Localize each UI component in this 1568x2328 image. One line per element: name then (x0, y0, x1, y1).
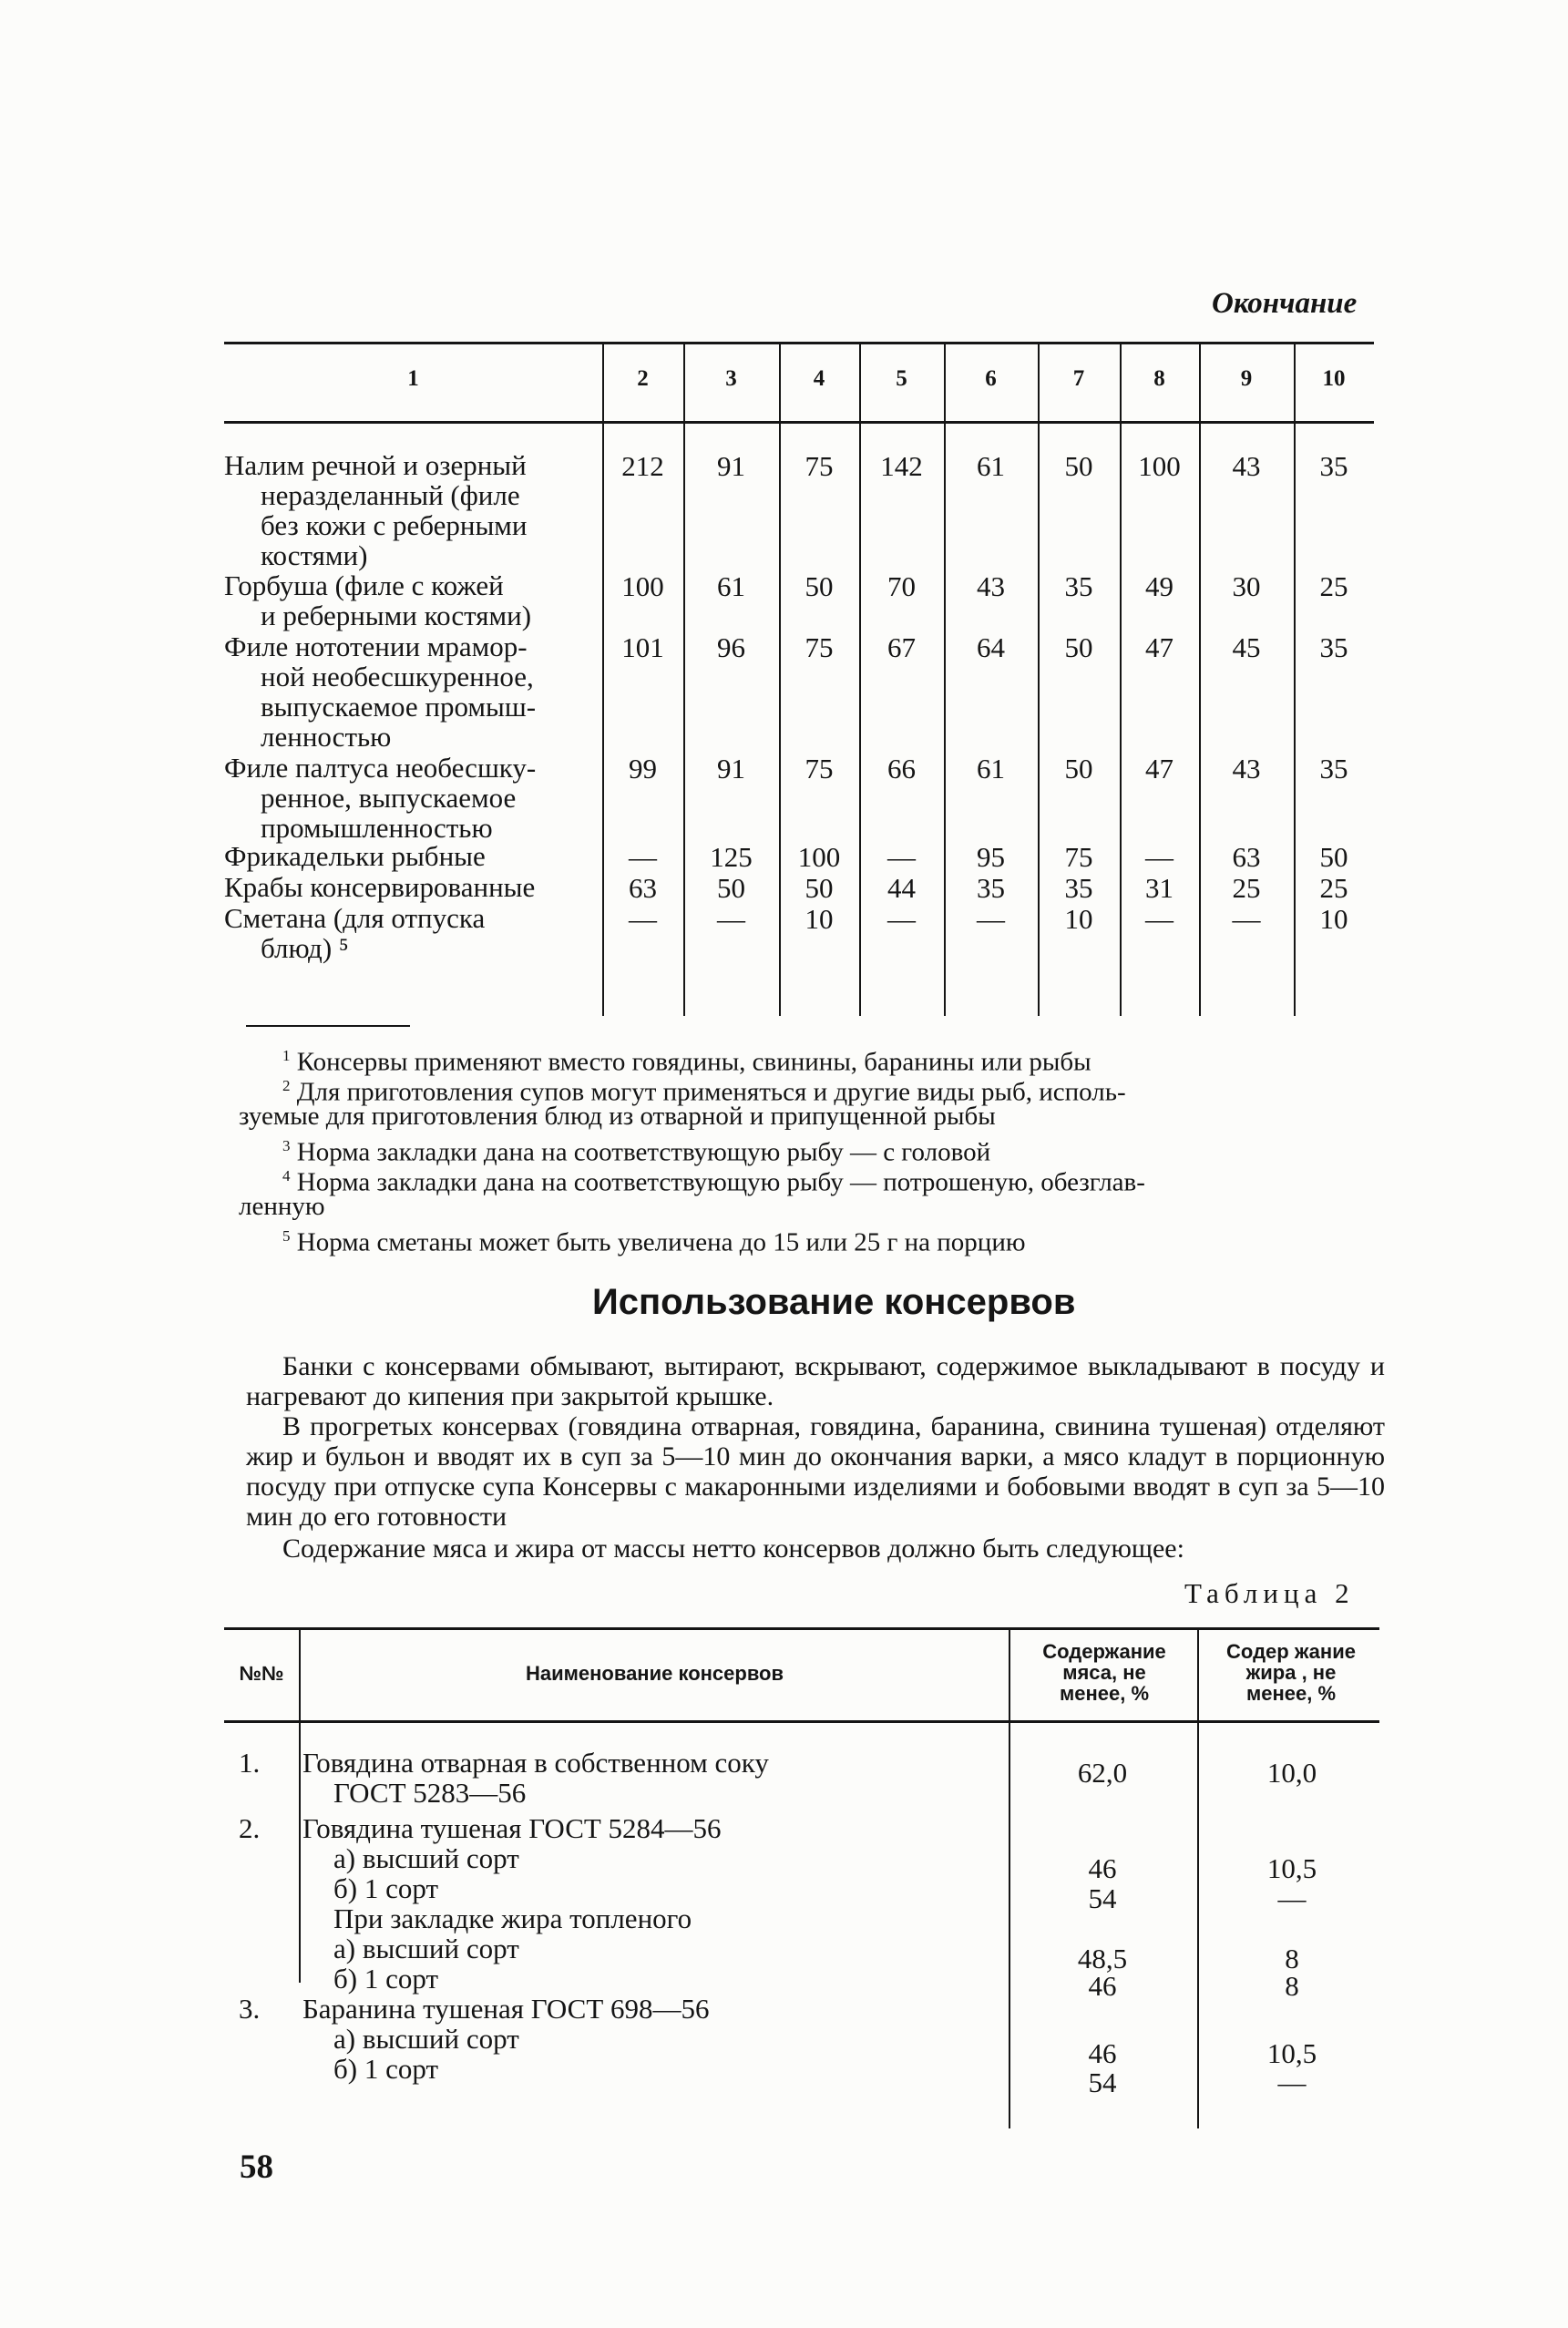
table1-cell: 61 (977, 753, 1005, 785)
table2-fat-value: 10,0 (1266, 1757, 1317, 1789)
footnote-continuation: ленную (239, 1192, 325, 1221)
table2-meat-value: 46 (1088, 1852, 1117, 1884)
table2-meat-value: 46 (1088, 1970, 1117, 2002)
table2-meat-value: 48,5 (1077, 1943, 1128, 1974)
table1-row-name-line: Горбуша (филе с кожей (224, 569, 504, 601)
table1-row-name-line: промышленностью (261, 812, 493, 844)
table2-meat-value: 62,0 (1077, 1757, 1128, 1789)
table1-cell: 35 (977, 872, 1005, 904)
table1-row-name-line: без кожи с реберными (261, 509, 528, 541)
table1-header-cell: 5 (896, 366, 907, 391)
footnote-text: Для приготовления супов могут применяться и другие виды рыб, исполь- (296, 1077, 1126, 1107)
table1-cell: 47 (1145, 631, 1173, 663)
table1-cell: 49 (1145, 570, 1173, 602)
table2-header-fat (1200, 1641, 1382, 1704)
footnote-text: Норма сметаны может быть увеличена до 15 или 25 г на порцию (296, 1227, 1026, 1257)
table2-row-text: б) 1 сорт (333, 2053, 438, 2085)
table1-cell: 50 (1319, 841, 1348, 873)
table2-caption: Таблица 2 (1184, 1577, 1355, 1609)
table1-cell: 25 (1319, 570, 1348, 602)
table1-header-cell: 10 (1322, 366, 1346, 391)
table1-cell: 100 (797, 841, 841, 873)
table2-row-text: При закладке жира топленого (333, 1902, 692, 1934)
table2-fat-value: — (1277, 2066, 1307, 2098)
footnote-text: Норма закладки дана на соответствующую рыбу — потрошеную, обезглав- (296, 1167, 1145, 1197)
table1-cell: 43 (1232, 450, 1261, 482)
paragraph-3: Содержание мяса и жира от массы нетто консервов должно быть следующее: (282, 1533, 1184, 1564)
table1-row-name-line: выпускаемое промыш- (261, 691, 537, 723)
table1-row-name-line: ренное, выпускаемое (261, 782, 517, 814)
table1-cell: 25 (1319, 872, 1348, 904)
table1-cell: 75 (804, 753, 834, 785)
table1-row-name-line: неразделанный (филе (261, 479, 520, 511)
table1-top-rule (224, 342, 1374, 344)
table1-cell: 50 (804, 570, 834, 602)
table1-row-name (224, 631, 589, 752)
table2-row-text: б) 1 сорт (333, 1963, 438, 1995)
table1-row-name (224, 570, 589, 631)
table1-cell: 10 (804, 903, 834, 935)
footnote-mark: 5 (282, 1227, 291, 1245)
table2-meat-value: 46 (1088, 2037, 1117, 2069)
table1-cell: 50 (1064, 450, 1093, 482)
table1-cell: — (1145, 903, 1173, 935)
table2-row-text: а) высший сорт (333, 1933, 519, 1964)
table2-row-text: Говядина тушеная ГОСТ 5284—56 (302, 1812, 722, 1844)
table2-header-meat (1011, 1641, 1197, 1704)
table1-cell: 100 (621, 570, 664, 602)
table1-row-name (224, 753, 589, 843)
table1-cell: 35 (1064, 872, 1093, 904)
table1-cell: 30 (1232, 570, 1261, 602)
table1-cell: 25 (1232, 872, 1261, 904)
paragraph-2: В прогретых консервах (говядина отварная, говядина, баранина, свинина тушеная) отделяют жир и бульон и вводят их в суп за 5—10 мин до окончания варки, а мясо кладут в порционную посуду при отпуске супа Консервы с макаронными изделиями и бобовыми вводят в суп за 5—10 мин до его готовности (246, 1411, 1385, 1532)
table2-fat-value: — (1277, 1882, 1307, 1914)
table2-row-text: а) высший сорт (333, 1842, 519, 1874)
table1-cell: 50 (804, 872, 834, 904)
table1-cell: 75 (1064, 841, 1093, 873)
table1-row-name (224, 903, 589, 963)
table1-cell: 35 (1319, 450, 1348, 482)
table1-cell: 50 (1064, 631, 1093, 663)
table1-cell: 43 (1232, 753, 1261, 785)
table1-cell: 50 (1064, 753, 1093, 785)
table1-cell: — (1232, 903, 1261, 935)
table2-row-text: ГОСТ 5283—56 (333, 1777, 527, 1809)
footnote-mark: 2 (282, 1077, 291, 1094)
table1-cell: 70 (887, 570, 916, 602)
footnote-text: Консервы применяют вместо говядины, свинины, баранины или рыбы (296, 1047, 1091, 1077)
table1-cell: 44 (887, 872, 916, 904)
table1-header-cell: 6 (985, 366, 997, 391)
table1-cell: 99 (629, 753, 657, 785)
table2-row-text: а) высший сорт (333, 2023, 519, 2055)
table1-cell: — (1145, 841, 1173, 873)
table1-cell: 63 (629, 872, 657, 904)
table2-fat-value: 8 (1285, 1943, 1299, 1974)
table2-fat-value: 10,5 (1266, 1852, 1317, 1884)
table1-cell: 75 (804, 450, 834, 482)
table1-row-name-line: ленностью (261, 721, 392, 753)
table1-cell: 91 (717, 753, 745, 785)
table1-cell: 10 (1319, 903, 1348, 935)
table2-row-text: Говядина отварная в собственном соку (302, 1747, 769, 1779)
table1-cell: 100 (1138, 450, 1181, 482)
footnote-mark: 1 (282, 1047, 291, 1064)
header-line: менее, % (1245, 1682, 1337, 1705)
table1-cell: 61 (717, 570, 745, 602)
table1-row-name (224, 841, 589, 871)
footnote-rule (246, 1025, 410, 1027)
table1-cell: 47 (1145, 753, 1173, 785)
table1-cell: 61 (977, 450, 1005, 482)
section-heading: Использование консервов (592, 1282, 1076, 1322)
table1-cell: 10 (1064, 903, 1093, 935)
table1-row-name-line: Сметана (для отпуска (224, 902, 486, 934)
table1-cell: 50 (717, 872, 745, 904)
page-number: 58 (240, 2149, 273, 2186)
footnote (282, 1222, 1385, 1257)
table1-header-cell: 1 (407, 366, 419, 391)
table2-row-number: 3. (239, 1993, 261, 2025)
table1-cell: 31 (1145, 872, 1173, 904)
table2-col-rule (1197, 1627, 1199, 2128)
table1-cell: 91 (717, 450, 745, 482)
table1-header-cell: 4 (813, 366, 825, 391)
header-line: менее, % (1059, 1682, 1150, 1705)
table2-fat-value: 8 (1285, 1970, 1299, 2002)
table1-row-name-line: Налим речной и озерный (224, 449, 527, 481)
table1-cell: 67 (887, 631, 916, 663)
table1-cell: 45 (1232, 631, 1261, 663)
header-line: жира , не (1245, 1661, 1337, 1684)
table1-cell: — (977, 903, 1005, 935)
table1-cell: — (629, 903, 657, 935)
table2-meat-value: 54 (1088, 2066, 1117, 2098)
table1-header-cell: 7 (1072, 366, 1085, 391)
table1-cell: — (629, 841, 657, 873)
header-line: Содер жание (1226, 1640, 1356, 1663)
header-line: Содержание (1042, 1640, 1166, 1663)
table1-row-name-line: Крабы консервированные (224, 871, 536, 903)
table1-row-name (224, 450, 589, 570)
footnote-continuation: зуемые для приготовления блюд из отварной и припущенной рыбы (239, 1102, 996, 1131)
footnote-text: Норма закладки дана на соответствующую рыбу — с головой (296, 1137, 991, 1167)
table2-col-rule (1009, 1627, 1010, 2128)
table1-row-name-line: ной необесшкуренное, (261, 661, 534, 692)
table1-cell: — (887, 903, 916, 935)
table1-header-cell: 3 (725, 366, 737, 391)
table1-cell: 43 (977, 570, 1005, 602)
table2-row-number: 1. (239, 1747, 261, 1779)
table1-cell: 35 (1064, 570, 1093, 602)
header-line: мяса, не (1062, 1661, 1146, 1684)
table1-header-cell: 9 (1240, 366, 1253, 391)
footnote (282, 1162, 1385, 1197)
table2-row-number: 2. (239, 1812, 261, 1844)
table2-header-num: №№ (239, 1662, 284, 1685)
table1-row-name (224, 872, 589, 902)
footnote-mark: 3 (282, 1137, 291, 1154)
table2-fat-value: 10,5 (1266, 2037, 1317, 2069)
table1-cell: 142 (880, 450, 923, 482)
table2-row-text: б) 1 сорт (333, 1872, 438, 1904)
table1-cell: 35 (1319, 753, 1348, 785)
footnote-mark: 4 (282, 1167, 291, 1185)
table1-cell: 95 (977, 841, 1005, 873)
table1-header-cell: 2 (637, 366, 649, 391)
table1-row-name-line: Фрикадельки рыбные (224, 840, 486, 872)
table2-header-name: Наименование консервов (525, 1662, 784, 1685)
table1-cell: 96 (717, 631, 745, 663)
table1-cell: — (887, 841, 916, 873)
table1-cell: — (717, 903, 745, 935)
paragraph-1: Банки с консервами обмывают, вытирают, вскрывают, содержимое выкладывают в посуду и нагревают до кипения при закрытой крышке. (246, 1351, 1385, 1411)
table1-cell: 35 (1319, 631, 1348, 663)
table1-cell: 63 (1232, 841, 1261, 873)
table2-row-text: Баранина тушеная ГОСТ 698—56 (302, 1993, 710, 2025)
table2-top-rule (224, 1627, 1379, 1630)
table2-meat-value: 54 (1088, 1882, 1117, 1914)
table1-row-name-line: блюд) ⁵ (261, 932, 349, 964)
table1-cell: 64 (977, 631, 1005, 663)
table1-row-name-line: и реберными костями) (261, 600, 532, 631)
table1-cell: 75 (804, 631, 834, 663)
table1-cell: 101 (621, 631, 664, 663)
table1-cell: 212 (621, 450, 664, 482)
table2-header-rule (224, 1720, 1379, 1723)
table1-cell: 66 (887, 753, 916, 785)
table1-row-name-line: Филе палтуса необесшку- (224, 752, 537, 784)
continuation-label: Окончание (1212, 287, 1358, 320)
table1-row-name-line: костями) (261, 539, 368, 571)
table1-header-rule (224, 421, 1374, 424)
table1-row-name-line: Филе нототении мрамор- (224, 631, 528, 662)
table1-header-cell: 8 (1153, 366, 1165, 391)
table1-cell: 125 (710, 841, 753, 873)
